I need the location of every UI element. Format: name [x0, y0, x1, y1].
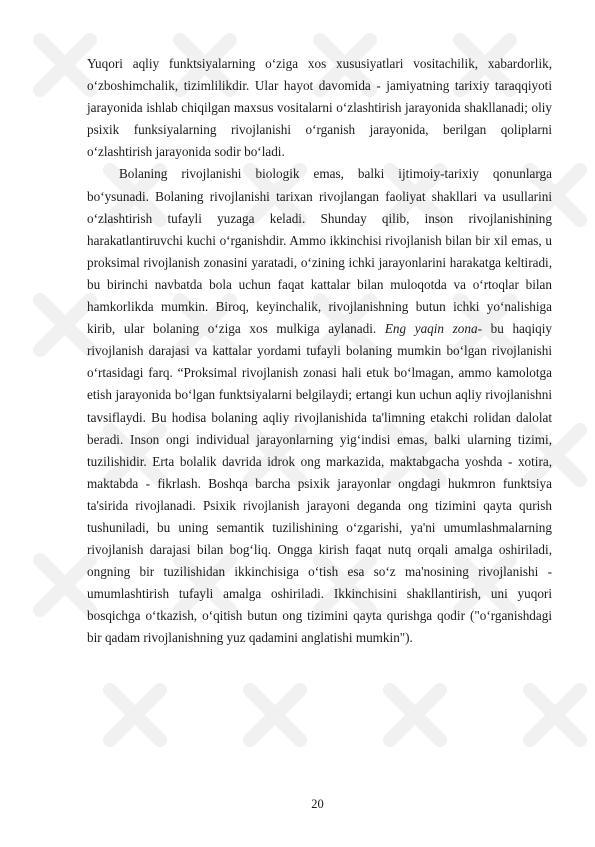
paragraph-2-text-b: bu haqiqiy rivojlanish darajasi va kattalar yordami tufayli bolaning mumkin bo‘lgan rivojlanishi o‘rtasidagi farq. “Proksimal rivojlanish zonasi hali etuk bo‘lmagan, ammo kamolotga etish jarayonida bo‘lgan funktsiyalarni belgilaydi; ertangi kun uchun aqliy rivojlanishni tavsiflaydi. Bu hodisa bolaning aqliy rivojlanishida ta'limning etakchi rolidan dalolat beradi. Inson ongi individual jarayonlarning yig‘indisi emas, balki ularning tizimi, tuzilishidir. Erta bolalik davrida idrok ong markazida, maktabgacha yoshda - xotira, maktabda - fikrlash. Boshqa barcha psixik jarayonlar ongdagi hukmron funktsiya ta'sirida rivojlanadi. Psixik rivojlanish jarayoni deganda ong tizimini qayta qurish tushuniladi, bu uning semantik tuzilishining o‘zgarishi, ya'ni umumlashmalarning rivojlanish darajasi bilan bog‘liq. Ongga kirish faqat nutq orqali amalga oshiriladi, ongning bir tuzilishidan ikkinchisiga o‘tish esa so‘z ma'nosining rivojlanishi - umumlashtirish tufayli amalga oshiriladi. Ikkinchisini shakllantirish, uni yuqori bosqichga o‘tkazish, o‘qitish butun ong tizimini qayta qurishga qodir ("o‘rganishdagi bir qadam rivojlanishning yuz qadamini anglatishi mumkin").	[87, 321, 552, 646]
term-emphasis: Eng yaqin zona-	[384, 321, 482, 337]
paragraph-1: Yuqori aqliy funktsiyalarning o‘ziga xos xususiyatlari vositachilik, xabardorlik, o‘zboshimchalik, tizimlilikdir. Ular hayot davomida - jamiyatning tarixiy taraqqiyoti jarayonida ishlab chiqilgan maxsus vositalarni o‘zlashtirish jarayonida shakllanadi; oliy psixik funksiyalarning rivojlanishi o‘rganish jarayonida, berilgan qoliplarni o‘zlashtirish jarayonida sodir bo‘ladi.	[87, 56, 552, 160]
paragraph-2-text-a: Bolaning rivojlanishi biologik emas, balki ijtimoiy-tarixiy qonunlarga bo‘ysunadi. Bolaning rivojlanishi tarixan rivojlangan faoliyat shakllari va usullarini o‘zlashtirish tufayli yuzaga keladi. Shunday qilib, inson rivojlanishining harakatlantiruvchi kuchi o‘rganishdir. Ammo ikkinchisi rivojlanish bilan bir xil emas, u proksimal rivojlanish zonasini yaratadi, o‘zining ichki jarayonlarini harakatga keltiradi, bu birinchi navbatda bola uchun faqat kattalar bilan muloqotda va o‘rtoqlar bilan hamkorlikda mumkin. Biroq, keyinchalik, rivojlanishning butun ichki yo‘nalishiga kirib, ular bolaning o‘ziga xos mulkiga aylanadi.	[87, 166, 552, 337]
page-body	[87, 53, 552, 650]
paragraph-2	[87, 163, 552, 649]
page-number: 20	[311, 797, 324, 811]
